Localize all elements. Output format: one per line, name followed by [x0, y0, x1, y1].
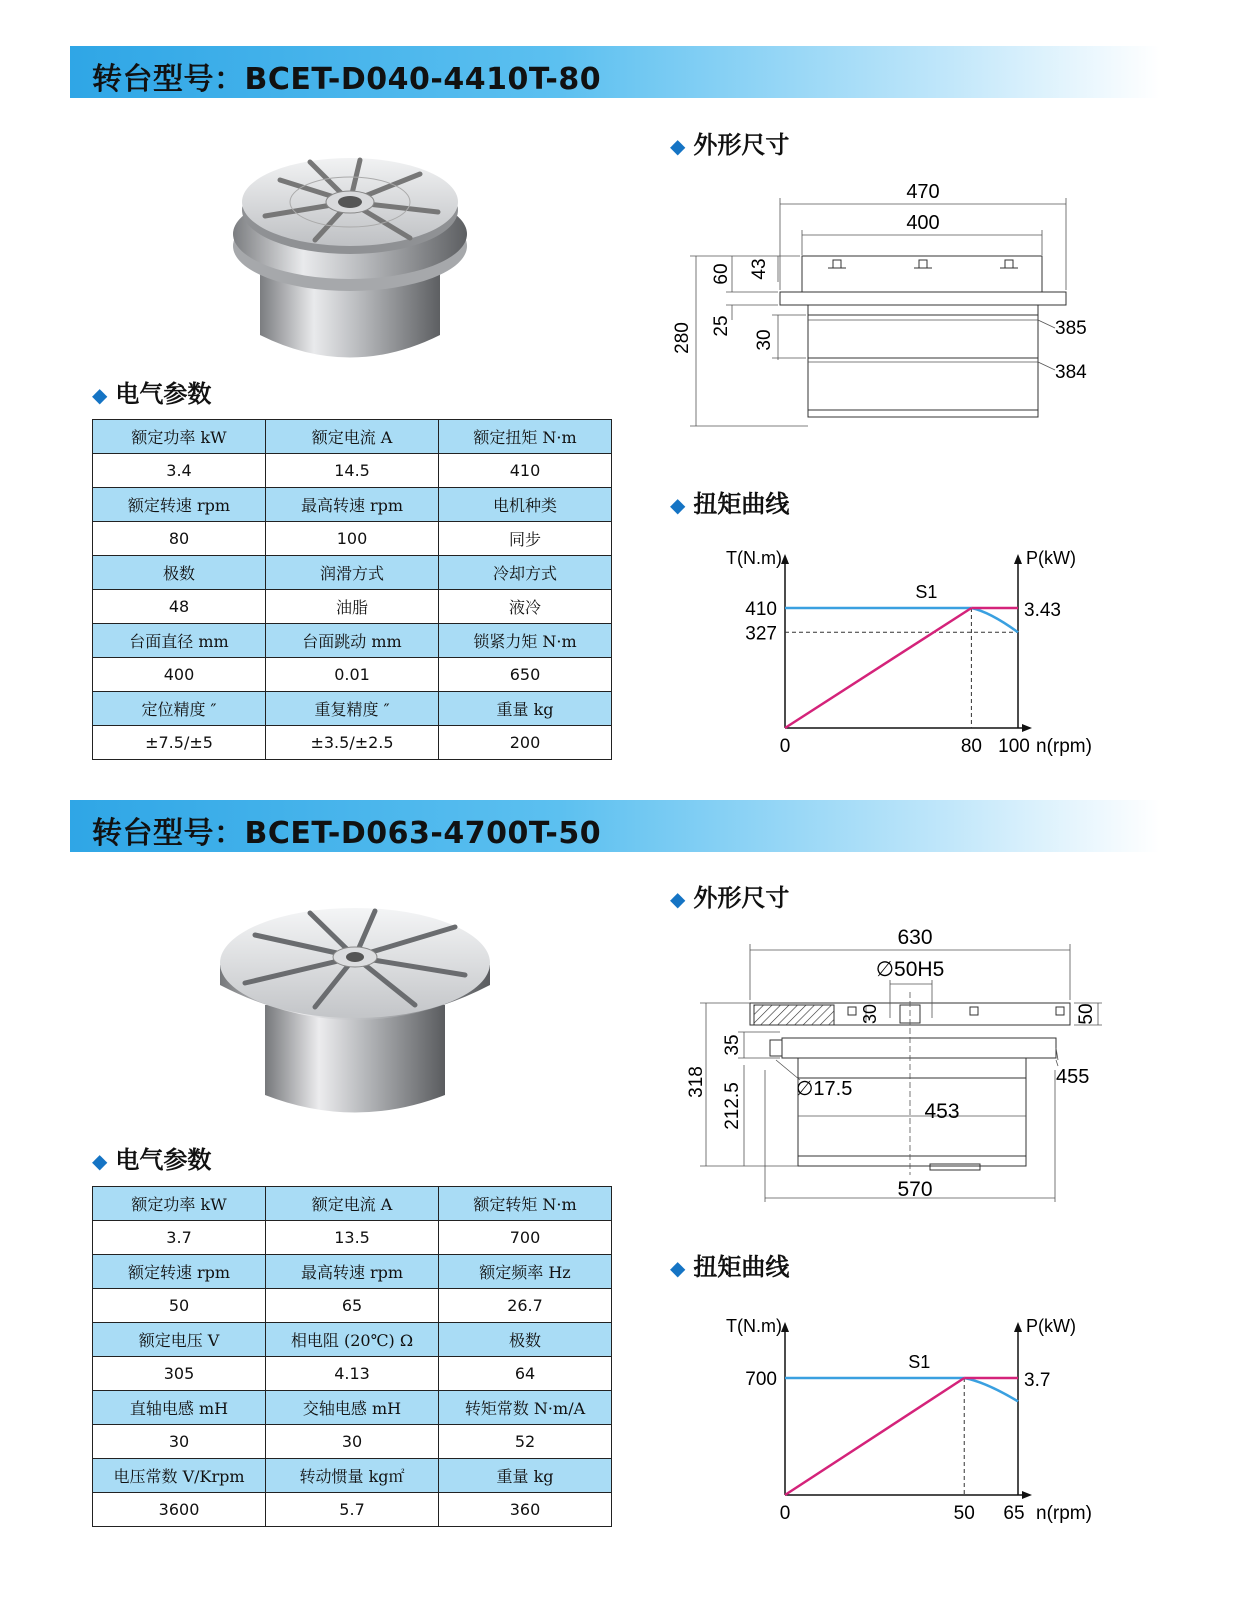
section-heading: ◆ 电气参数 — [92, 1146, 212, 1174]
power-ramp-line — [785, 608, 971, 728]
diamond-icon: ◆ — [670, 887, 686, 911]
section-heading: ◆ 外形尺寸 — [670, 884, 790, 912]
x-tick-label: 100 — [998, 736, 1030, 757]
torque-curve-chart — [700, 1308, 1120, 1533]
torque-falloff-curve — [971, 608, 1018, 632]
x-tick-label: 50 — [953, 1503, 975, 1524]
dim-label: 30 — [860, 1003, 880, 1025]
table-row: 极数 润滑方式 冷却方式 — [93, 556, 612, 590]
diamond-icon: ◆ — [670, 1256, 686, 1280]
dim-label: 60 — [711, 263, 732, 285]
dim-label: 453 — [924, 1100, 960, 1123]
dim-label: 43 — [749, 258, 770, 280]
product-title: 转台型号：BCET-D063-4700T-50 — [92, 816, 602, 851]
table-row: 额定转速 rpm 最高转速 rpm 电机种类 — [93, 488, 612, 522]
table-row: 定位精度 ″ 重复精度 ″ 重量 kg — [93, 692, 612, 726]
table-row: 额定电压 V 相电阻 (20℃) Ω 极数 — [93, 1323, 612, 1357]
x-tick-label: 0 — [779, 736, 791, 757]
table-row: 直轴电感 mH 交轴电感 mH 转矩常数 N·m/A — [93, 1391, 612, 1425]
section-heading: ◆ 外形尺寸 — [670, 131, 790, 159]
table-row: 额定转速 rpm 最高转速 rpm 额定频率 Hz — [93, 1255, 612, 1289]
dim-label: 385 — [1055, 318, 1087, 339]
diamond-icon: ◆ — [670, 493, 686, 517]
x-axis-label: n(rpm) — [1036, 736, 1092, 757]
x-tick-label: 65 — [1003, 1503, 1025, 1524]
y-axis-label: T(N.m) — [726, 1316, 782, 1336]
x-tick-label: 0 — [779, 1503, 791, 1524]
table-row: 400 0.01 650 — [93, 658, 612, 692]
dimension-drawing — [660, 170, 1120, 445]
dim-label: 212.5 — [722, 1082, 743, 1130]
y2-tick-label: 3.7 — [1024, 1370, 1051, 1391]
table-row: 台面直径 mm 台面跳动 mm 锁紧力矩 N·m — [93, 624, 612, 658]
product-title: 转台型号：BCET-D040-4410T-80 — [92, 62, 602, 97]
y-tick-label: 410 — [745, 599, 777, 620]
x-axis-arrow — [1022, 724, 1032, 732]
table-row: 电压常数 V/Krpm 转动惯量 kg㎡ 重量 kg — [93, 1459, 612, 1493]
dim-label: 30 — [754, 329, 775, 351]
y-tick-label: 700 — [745, 1369, 777, 1390]
product-banner — [70, 46, 1160, 98]
rotary-table-photo — [220, 150, 480, 365]
dim-label: 384 — [1055, 362, 1087, 383]
table-row: 3.7 13.5 700 — [93, 1221, 612, 1255]
table-row: 305 4.13 64 — [93, 1357, 612, 1391]
operating-mode-label: S1 — [908, 1352, 931, 1372]
table-row: 3.4 14.5 410 — [93, 454, 612, 488]
section-heading: ◆ 电气参数 — [92, 380, 212, 408]
y2-axis-arrow — [1014, 1322, 1022, 1332]
dimension-drawing — [670, 920, 1130, 1210]
dim-label: 318 — [686, 1066, 707, 1098]
operating-mode-label: S1 — [915, 582, 938, 602]
y2-tick-label: 3.43 — [1024, 600, 1061, 621]
dim-label: ∅50H5 — [875, 958, 945, 981]
section-heading: ◆ 扭矩曲线 — [670, 490, 790, 518]
dim-label: 280 — [672, 322, 693, 354]
dim-label: ∅17.5 — [796, 1078, 853, 1100]
torque-falloff-curve — [964, 1378, 1018, 1401]
y-axis-label: T(N.m) — [726, 548, 782, 568]
diamond-icon: ◆ — [92, 383, 108, 407]
torque-curve-chart — [700, 540, 1120, 770]
table-row: 48 油脂 液冷 — [93, 590, 612, 624]
table-row: 额定功率 kW 额定电流 A 额定转矩 N·m — [93, 1187, 612, 1221]
table-row: ±7.5/±5 ±3.5/±2.5 200 — [93, 726, 612, 760]
table-row: 50 65 26.7 — [93, 1289, 612, 1323]
x-axis-arrow — [1022, 1491, 1032, 1499]
dim-label: 25 — [711, 315, 732, 337]
dim-label: 570 — [897, 1178, 933, 1201]
diamond-icon: ◆ — [92, 1149, 108, 1173]
x-tick-label: 80 — [960, 736, 982, 757]
section-heading: ◆ 扭矩曲线 — [670, 1253, 790, 1281]
dim-label: 470 — [906, 181, 940, 203]
table-row: 3600 5.7 360 — [93, 1493, 612, 1527]
x-axis-label: n(rpm) — [1036, 1503, 1092, 1524]
dim-label: 630 — [897, 926, 933, 949]
table-row: 80 100 同步 — [93, 522, 612, 556]
product-banner — [70, 800, 1160, 852]
electrical-params-table — [92, 419, 612, 760]
y-tick-label: 327 — [745, 623, 777, 645]
dim-label: 455 — [1056, 1066, 1090, 1088]
y2-axis-arrow — [1014, 554, 1022, 564]
y-axis-arrow — [781, 1322, 789, 1332]
power-ramp-line — [785, 1378, 964, 1495]
dim-label: 50 — [1076, 1003, 1097, 1025]
diamond-icon: ◆ — [670, 134, 686, 158]
y2-axis-label: P(kW) — [1026, 548, 1076, 568]
rotary-table-photo — [215, 905, 495, 1125]
y-axis-arrow — [781, 554, 789, 564]
y2-axis-label: P(kW) — [1026, 1316, 1076, 1336]
dim-label: 35 — [722, 1034, 743, 1056]
electrical-params-table — [92, 1186, 612, 1527]
table-row: 额定功率 kW 额定电流 A 额定扭矩 N·m — [93, 420, 612, 454]
table-row: 30 30 52 — [93, 1425, 612, 1459]
dim-label: 400 — [906, 212, 940, 234]
